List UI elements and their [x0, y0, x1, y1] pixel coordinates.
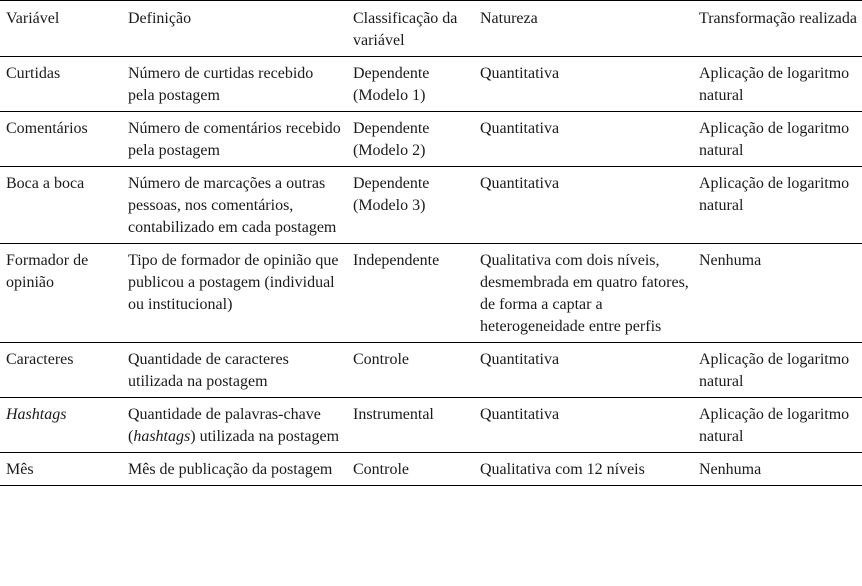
cell-definicao: Número de comentários recebido pela postagem [122, 112, 347, 167]
header-transformacao: Transformação realizada [693, 1, 862, 57]
table-row [0, 343, 862, 398]
cell-variavel: Caracteres [0, 343, 122, 398]
cell-variavel: Formador de opinião [0, 244, 122, 343]
cell-transformacao: Nenhuma [693, 453, 862, 486]
cell-transformacao: Aplicação de logaritmo natural [693, 112, 862, 167]
cell-classificacao: Controle [347, 453, 474, 486]
cell-definicao [122, 398, 347, 453]
cell-natureza: Qualitativa com dois níveis, desmembrada em quatro fatores, de forma a captar a heterogeneidade entre perfis [474, 244, 693, 343]
cell-variavel: Mês [0, 453, 122, 486]
cell-classificacao: Controle [347, 343, 474, 398]
cell-transformacao: Aplicação de logaritmo natural [693, 167, 862, 244]
definicao-text-post: ) utilizada na postagem [190, 428, 340, 445]
header-natureza: Natureza [474, 1, 693, 57]
cell-definicao: Número de marcações a outras pessoas, nos comentários, contabilizado em cada postagem [122, 167, 347, 244]
cell-definicao: Tipo de formador de opinião que publicou a postagem (individual ou institucional) [122, 244, 347, 343]
table-row [0, 244, 862, 343]
cell-variavel: Hashtags [0, 398, 122, 453]
cell-natureza: Quantitativa [474, 398, 693, 453]
cell-transformacao: Aplicação de logaritmo natural [693, 57, 862, 112]
cell-transformacao: Aplicação de logaritmo natural [693, 343, 862, 398]
cell-natureza: Qualitativa com 12 níveis [474, 453, 693, 486]
table-row [0, 57, 862, 112]
cell-classificacao: Instrumental [347, 398, 474, 453]
cell-variavel: Boca a boca [0, 167, 122, 244]
cell-variavel: Curtidas [0, 57, 122, 112]
cell-classificacao: Dependente (Modelo 3) [347, 167, 474, 244]
cell-transformacao: Nenhuma [693, 244, 862, 343]
table-header-row [0, 1, 862, 57]
cell-variavel: Comentários [0, 112, 122, 167]
definicao-text-italic: hashtags [133, 428, 191, 445]
cell-definicao: Número de curtidas recebido pela postagem [122, 57, 347, 112]
table-row [0, 398, 862, 453]
cell-classificacao: Independente [347, 244, 474, 343]
cell-natureza: Quantitativa [474, 343, 693, 398]
table-row [0, 453, 862, 486]
header-variavel: Variável [0, 1, 122, 57]
table-row [0, 167, 862, 244]
header-definicao: Definição [122, 1, 347, 57]
cell-natureza: Quantitativa [474, 57, 693, 112]
cell-classificacao: Dependente (Modelo 1) [347, 57, 474, 112]
cell-natureza: Quantitativa [474, 167, 693, 244]
header-classificacao: Classificação da variável [347, 1, 474, 57]
cell-classificacao: Dependente (Modelo 2) [347, 112, 474, 167]
table-row [0, 112, 862, 167]
definicao-text-pre: Quantidade de palavras-chave ( [128, 406, 321, 445]
cell-natureza: Quantitativa [474, 112, 693, 167]
cell-definicao: Quantidade de caracteres utilizada na postagem [122, 343, 347, 398]
cell-definicao: Mês de publicação da postagem [122, 453, 347, 486]
cell-transformacao: Aplicação de logaritmo natural [693, 398, 862, 453]
